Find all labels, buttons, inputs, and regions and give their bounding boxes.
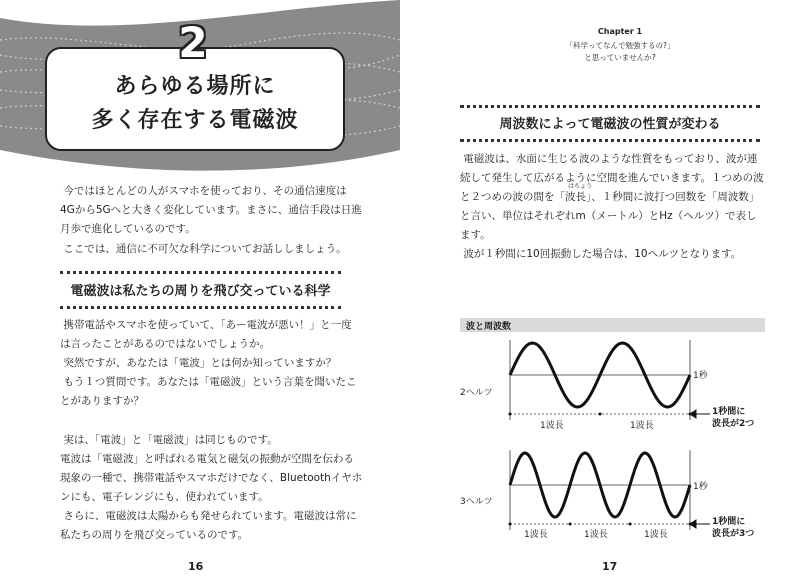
wave1-axes: [510, 340, 690, 420]
dotted-rule: [60, 306, 341, 309]
wave2-note-2: 波長が3つ: [712, 529, 755, 539]
body1-line-2: は言ったことがあるのではないでしょうか。: [60, 338, 270, 350]
body1-line-3: 突然ですが、あなたは「電波」とは何か知っていますか？: [63, 357, 337, 369]
intro-line-2: 4Gから5Gへと大きく変化しています。まさに、通信手段は日進: [60, 204, 362, 216]
body-line-4: と言い、単位はそれぞれm（メートル）とHz（ヘルツ）で表し: [460, 210, 757, 222]
page-number-right: 17: [602, 560, 618, 573]
chapter-title-line1: あらゆる場所に: [114, 74, 276, 99]
body2-line-4: ンにも、電子レンジにも、使われています。: [60, 491, 269, 503]
wave2-note-1: 1秒間に: [712, 517, 746, 527]
wave2-time-label: 1秒: [693, 482, 708, 492]
wave1-label: 2ヘルツ: [460, 388, 493, 398]
figure-title: 波と周波数: [466, 322, 512, 332]
body2-line-3: 現象の一種で、携帯電話やスマホだけでなく、Bluetoothイヤホ: [60, 472, 363, 484]
intro-line-1: 今ではほとんどの人がスマホを使っており、その通信速度は: [63, 185, 347, 197]
section-heading-right: 周波数によって電磁波の性質が変わる: [499, 117, 721, 132]
chapter-subtitle-2: と思っていませんか?: [584, 53, 656, 62]
chapter-label: Chapter 1: [597, 27, 643, 36]
chapter-title-line2: 多く存在する電磁波: [91, 108, 299, 133]
ruby-hachou: はちょう: [568, 183, 593, 190]
page-number-left: 16: [188, 560, 204, 573]
chapter-number: 2: [178, 18, 208, 67]
right-page: [400, 0, 800, 588]
body-line-2: 続して発生して広がるように空間を進んでいきます。１つめの波: [460, 172, 764, 184]
arrow-icon: [690, 410, 710, 528]
body-line-6: 波が１秒間に10回振動した場合は、10ヘルツとなります。: [463, 248, 742, 260]
body-line-5: ます。: [460, 229, 491, 241]
dotted-rule: [460, 139, 760, 142]
dotted-rule: [60, 271, 341, 274]
wave1-note-1: 1秒間に: [712, 407, 746, 417]
body2-line-5: さらに、電磁波は太陽からも発せられています。電磁波は常に: [63, 510, 357, 522]
wave1-wavelength-label-2: 1波長: [630, 421, 654, 431]
dotted-rule: [460, 105, 760, 108]
wave1-time-label: 1秒: [693, 371, 708, 381]
body1-line-4: もう１つ質問です。あなたは「電磁波」という言葉を聞いたこ: [63, 376, 357, 388]
intro-line-3: 月歩で進化しているのです。: [60, 223, 196, 235]
intro-line-4: ここでは、通信に不可欠な科学についてお話ししましょう。: [63, 243, 347, 255]
wave1-note-2: 波長が2つ: [712, 419, 755, 429]
wave2-wavelength-label-2: 1波長: [584, 530, 608, 540]
wave2-label: 3ヘルツ: [460, 497, 493, 507]
body1-line-1: 携帯電話やスマホを使っていて、「あー電波が悪い！」と一度: [63, 319, 352, 331]
section-heading-left: 電磁波は私たちの周りを飛び交っている科学: [70, 284, 331, 299]
wave1-wavelength-label-1: 1波長: [540, 421, 564, 431]
body2-line-1: 実は、「電波」と「電磁波」は同じものです。: [63, 434, 278, 446]
body2-line-6: 私たちの周りを飛び交っているのです。: [60, 529, 249, 541]
body-line-1: 電磁波は、水面に生じる波のような性質をもっており、波が連: [463, 153, 758, 165]
body-line-3: と２つめの波の間を「波長」、１秒間に波打つ回数を「周波数」: [460, 191, 760, 203]
wave2-wavelength-label-3: 1波長: [644, 530, 668, 540]
chapter-subtitle-1: 「科学ってなんで勉強するの?」: [565, 41, 675, 50]
body2-line-2: 電波は「電磁波」と呼ばれる電気と磁気の振動が空間を伝わる: [60, 453, 354, 465]
body1-line-5: とがありますか？: [60, 395, 144, 407]
wave2-wavelength-label-1: 1波長: [524, 530, 548, 540]
